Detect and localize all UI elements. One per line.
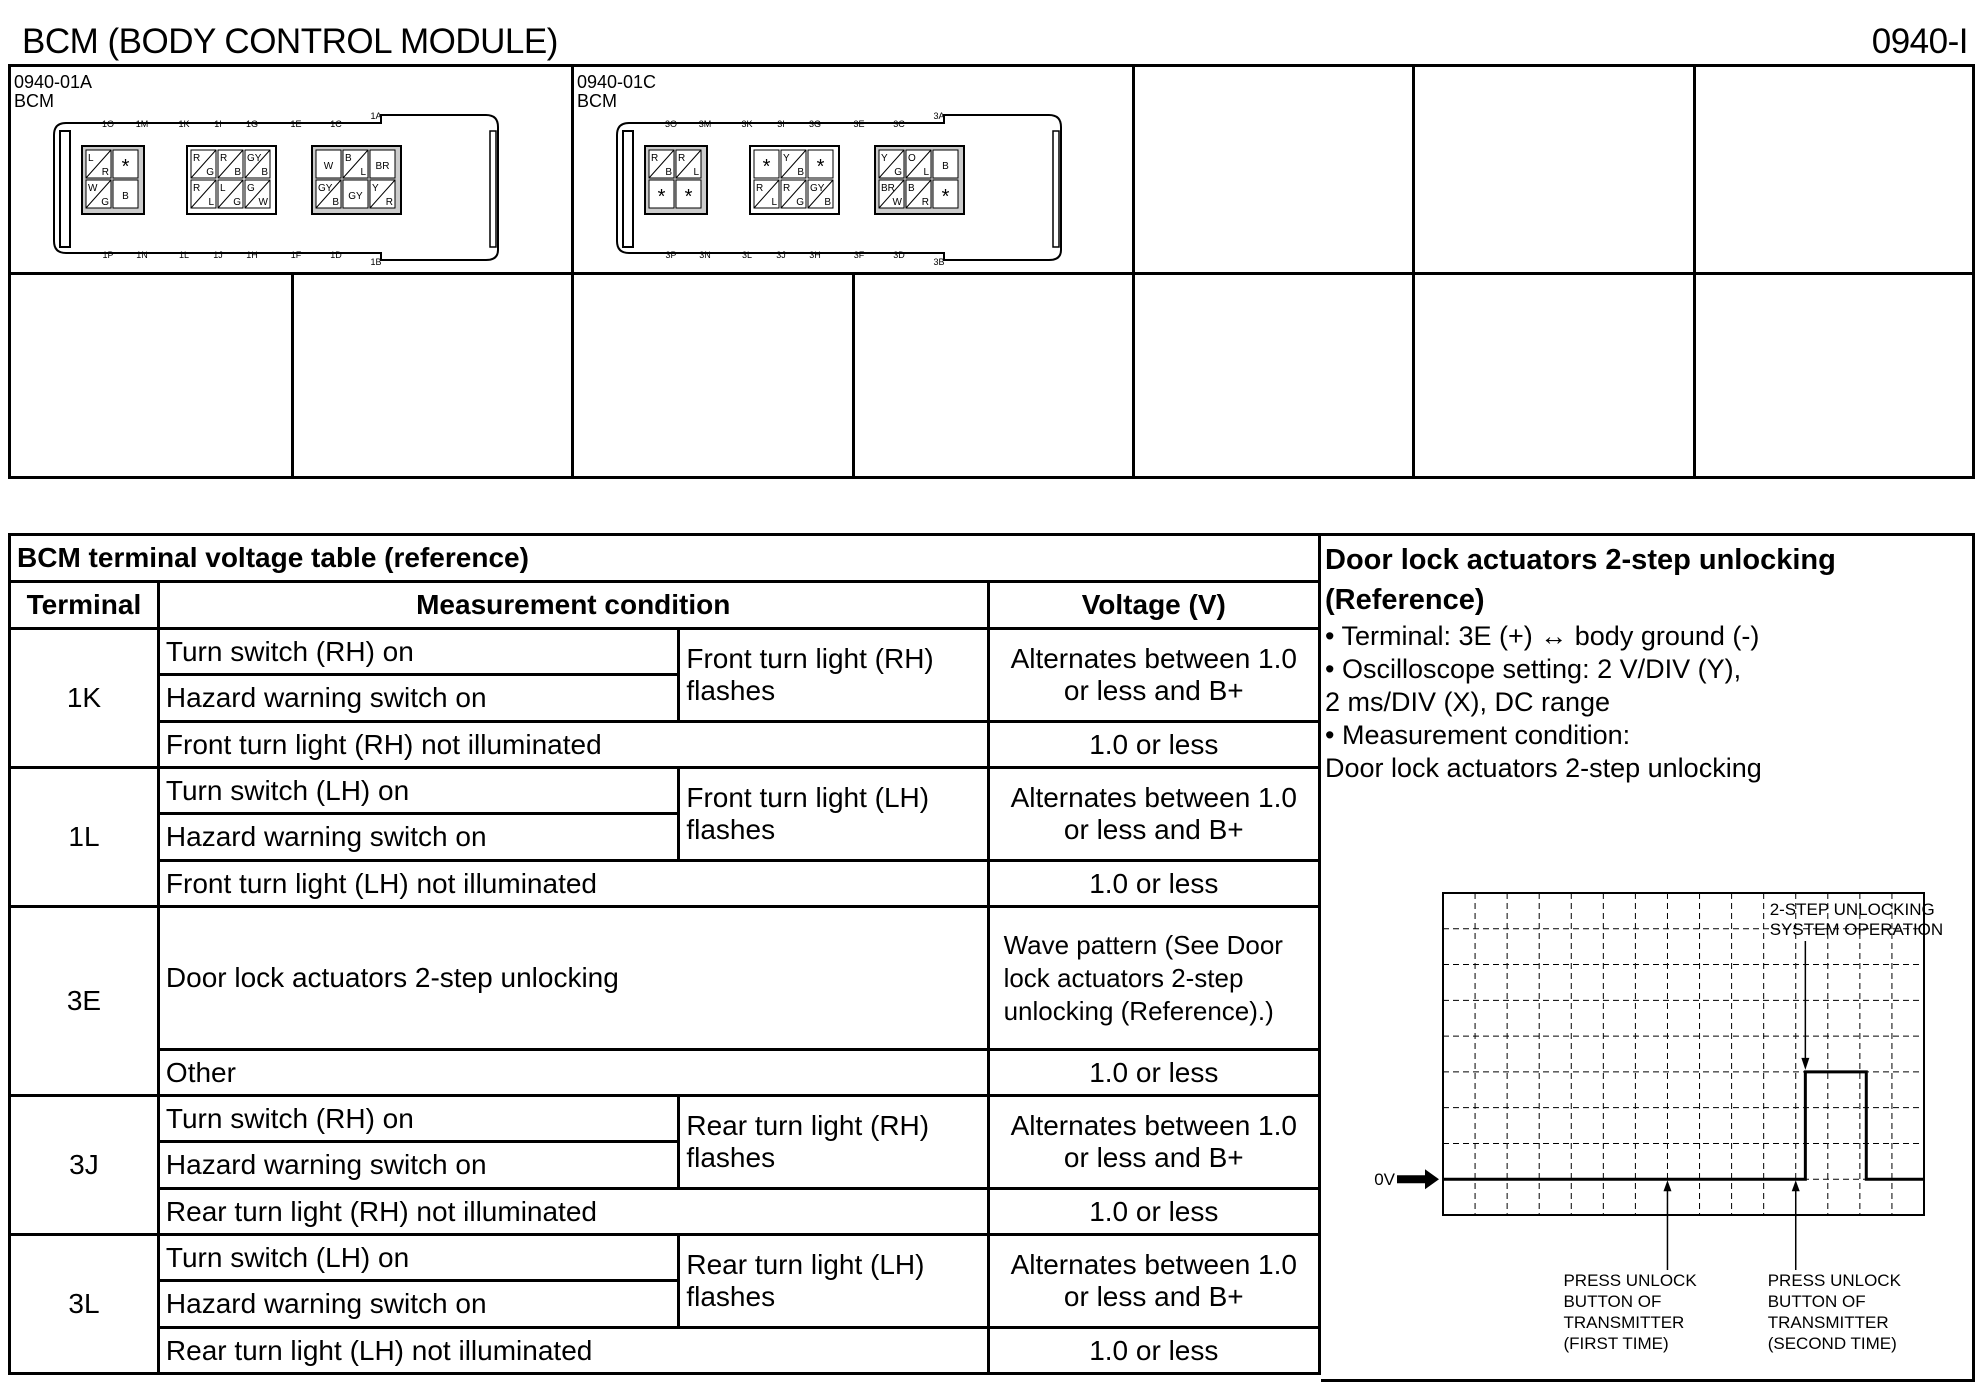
first-press-label: BUTTON OF bbox=[1563, 1292, 1662, 1311]
reference-line: • Terminal: 3E (+) ↔ body ground (-) bbox=[1325, 621, 1760, 651]
grid-divider bbox=[291, 272, 294, 476]
connector-c-pin-label: 3A bbox=[933, 111, 945, 121]
connector-a-pin-label: 1D bbox=[330, 250, 342, 260]
connector-c-pin-label: 3P bbox=[665, 250, 677, 260]
connector-c-diagram bbox=[609, 105, 1089, 265]
connector-c-pin-label: 3E bbox=[853, 119, 865, 129]
connector-c-pin-label: 3L bbox=[741, 250, 753, 260]
connector-c-wire-color: G bbox=[796, 197, 804, 208]
connector-a-pin-label: 1E bbox=[290, 119, 302, 129]
connector-c-wire-color: L bbox=[771, 197, 777, 208]
connector-c-wire-color: R bbox=[678, 153, 686, 164]
condition-cell: Hazard warning switch on bbox=[158, 814, 678, 861]
connector-c-pin-label: 3B bbox=[933, 257, 945, 265]
voltage-cell: 1.0 or less bbox=[988, 1328, 1319, 1374]
condition-cell: Hazard warning switch on bbox=[158, 675, 678, 722]
connector-a-wire-color: L bbox=[208, 197, 214, 208]
voltage-table-title: BCM terminal voltage table (reference) bbox=[10, 535, 1320, 582]
connector-a-wire-color: W bbox=[323, 161, 334, 172]
reference-line: 2 ms/DIV (X), DC range bbox=[1325, 687, 1611, 717]
grid-divider bbox=[11, 272, 1972, 275]
connector-c-pin-label: 3G bbox=[808, 119, 822, 129]
connector-a-wire-color: GY bbox=[348, 191, 363, 202]
terminal-cell: 1L bbox=[10, 768, 159, 907]
page-title: BCM (BODY CONTROL MODULE) bbox=[22, 22, 558, 61]
connector-a-wire-color: GY bbox=[247, 153, 262, 164]
connector-c-wire-color: L bbox=[693, 167, 699, 178]
reference-title: Door lock actuators 2-step unlocking (Reference) bbox=[1325, 544, 1836, 616]
scope-grid bbox=[1443, 893, 1924, 1215]
connector-c-wire-color: B bbox=[942, 161, 949, 172]
connector-c-pin-label: 3N bbox=[699, 250, 711, 260]
connector-a-wire-color: R bbox=[220, 153, 228, 164]
grid-divider bbox=[571, 67, 574, 476]
connector-a-wire-color: L bbox=[360, 167, 366, 178]
connector-grid bbox=[8, 64, 1975, 479]
first-press-label: TRANSMITTER bbox=[1563, 1313, 1685, 1332]
connector-a-pin-label: 1G bbox=[245, 119, 259, 129]
condition-cell: Front turn light (LH) flashes bbox=[679, 768, 988, 861]
first-press-label: (FIRST TIME) bbox=[1563, 1334, 1669, 1353]
connector-c-pin-label: 3I bbox=[777, 119, 785, 129]
connector-c-wire-color: GY bbox=[810, 183, 825, 194]
connector-c-wire-color: B bbox=[908, 183, 915, 194]
connector-a-wire-color: G bbox=[233, 197, 241, 208]
connector-a-diagram bbox=[46, 105, 526, 265]
connector-c-pin-label: 3C bbox=[893, 119, 905, 129]
connector-c-pin-label: 3D bbox=[893, 250, 905, 260]
condition-cell: Turn switch (RH) on bbox=[158, 629, 678, 675]
condition-cell: Hazard warning switch on bbox=[158, 1142, 678, 1189]
operation-arrow-icon bbox=[1801, 1058, 1809, 1070]
condition-cell: Front turn light (LH) not illuminated bbox=[158, 861, 988, 907]
connector-a-wire-color: G bbox=[206, 167, 214, 178]
condition-cell: Door lock actuators 2-step unlocking bbox=[158, 907, 988, 1050]
scope-frame bbox=[1443, 893, 1924, 1215]
second-press-arrow-icon bbox=[1792, 1180, 1800, 1191]
connector-a-pin-label: 1P bbox=[102, 250, 114, 260]
connector-a-wire-color: L bbox=[220, 183, 226, 194]
connector-c-wire-color: B bbox=[797, 167, 804, 178]
grid-divider bbox=[1412, 67, 1415, 476]
connector-c-pin-label: 3F bbox=[853, 250, 865, 260]
grid-divider bbox=[852, 272, 855, 476]
connector-c-wire-color: R bbox=[921, 197, 929, 208]
connector-c-wire-color: * bbox=[816, 156, 825, 178]
oscilloscope-chart bbox=[1321, 536, 1972, 1382]
connector-a-pin-label: 1L bbox=[178, 250, 190, 260]
connector-c-wire-color: BR bbox=[881, 183, 895, 194]
terminal-cell: 3E bbox=[10, 907, 159, 1096]
connector-a-code: 0940-01A bbox=[14, 72, 93, 92]
voltage-cell: 1.0 or less bbox=[988, 1189, 1319, 1235]
connector-a-pin-label: 1B bbox=[370, 257, 382, 265]
connector-c-wire-color: W bbox=[892, 197, 902, 208]
connector-c-wire-color: R bbox=[651, 153, 659, 164]
condition-cell: Turn switch (LH) on bbox=[158, 1235, 678, 1281]
connector-c-pin-label: 3M bbox=[698, 119, 712, 129]
connector-a-pin-label: 1N bbox=[136, 250, 148, 260]
connector-a-wire-color: R bbox=[385, 197, 393, 208]
reference-line: • Oscilloscope setting: 2 V/DIV (Y), bbox=[1325, 654, 1742, 684]
connector-a-wire-color: W bbox=[88, 183, 98, 194]
connector-a-name: BCM bbox=[14, 91, 54, 111]
connector-a-wire-color: B bbox=[122, 191, 129, 202]
connector-c-wire-color: B bbox=[665, 167, 672, 178]
connector-a-pin-label: 1C bbox=[330, 119, 342, 129]
connector-a-wire-color: B bbox=[332, 197, 339, 208]
grid-divider bbox=[1693, 67, 1696, 476]
condition-cell: Hazard warning switch on bbox=[158, 1281, 678, 1328]
zero-volt-arrow-icon bbox=[1397, 1169, 1439, 1189]
connector-c-code: 0940-01C bbox=[577, 72, 657, 92]
connector-c-pin-label: 3H bbox=[809, 250, 821, 260]
reference-panel bbox=[1321, 533, 1975, 1382]
connector-a-wire-color: R bbox=[193, 153, 201, 164]
connector-c-wire-color: * bbox=[657, 186, 666, 208]
connector-a-pin-label: 1M bbox=[135, 119, 149, 129]
operation-label: SYSTEM OPERATION bbox=[1769, 920, 1944, 939]
condition-cell: Rear turn light (RH) flashes bbox=[679, 1096, 988, 1189]
connector-c-wire-color: O bbox=[908, 153, 916, 164]
connector-c-name: BCM bbox=[577, 91, 617, 111]
operation-label: 2-STEP UNLOCKING bbox=[1769, 900, 1935, 919]
condition-cell: Front turn light (RH) not illuminated bbox=[158, 722, 988, 768]
connector-c-wire-color: * bbox=[762, 156, 771, 178]
voltage-cell: Alternates between 1.0 or less and B+ bbox=[988, 1235, 1319, 1328]
connector-a-wire-color: GY bbox=[318, 183, 333, 194]
connector-a-wire-color: L bbox=[88, 153, 94, 164]
connector-a-pin-label: 1A bbox=[370, 111, 382, 121]
terminal-cell: 1K bbox=[10, 629, 159, 768]
connector-a-wire-color: B bbox=[234, 167, 241, 178]
connector-a-pin-label: 1F bbox=[290, 250, 302, 260]
col-condition: Measurement condition bbox=[158, 582, 988, 629]
connector-c-wire-color: * bbox=[941, 186, 950, 208]
voltage-cell: 1.0 or less bbox=[988, 1050, 1319, 1096]
first-press-label: PRESS UNLOCK bbox=[1563, 1271, 1697, 1290]
condition-cell: Front turn light (RH) flashes bbox=[679, 629, 988, 722]
connector-a-pin-label: 1J bbox=[213, 250, 223, 260]
connector-c-pin-label: 3J bbox=[776, 250, 786, 260]
connector-c-wire-color: G bbox=[894, 167, 902, 178]
connector-a-pin-label: 1K bbox=[178, 119, 190, 129]
second-press-label: BUTTON OF bbox=[1767, 1292, 1866, 1311]
first-press-arrow-icon bbox=[1663, 1180, 1671, 1191]
page-code: 0940-I bbox=[1871, 22, 1968, 61]
connector-a-wire-color: W bbox=[258, 197, 268, 208]
connector-a-pin-label: 1H bbox=[246, 250, 258, 260]
condition-cell: Rear turn light (RH) not illuminated bbox=[158, 1189, 988, 1235]
connector-c-wire-color: B bbox=[824, 197, 831, 208]
connector-a-wire-color: R bbox=[101, 167, 109, 178]
connector-a-pin-label: 1O bbox=[101, 119, 115, 129]
voltage-cell: 1.0 or less bbox=[988, 861, 1319, 907]
connector-a-wire-color: * bbox=[121, 156, 130, 178]
connector-c-pin-label: 3K bbox=[741, 119, 753, 129]
connector-c-wire-color: Y bbox=[783, 153, 790, 164]
voltage-cell: 1.0 or less bbox=[988, 722, 1319, 768]
second-press-label: TRANSMITTER bbox=[1767, 1313, 1889, 1332]
voltage-cell: Alternates between 1.0 or less and B+ bbox=[988, 1096, 1319, 1189]
connector-a-wire-color: BR bbox=[375, 161, 390, 172]
condition-cell: Turn switch (RH) on bbox=[158, 1096, 678, 1142]
connector-c-wire-color: * bbox=[684, 186, 693, 208]
connector-a-wire-color: G bbox=[101, 197, 109, 208]
connector-c-wire-color: R bbox=[756, 183, 764, 194]
waveform-line bbox=[1443, 1072, 1924, 1179]
condition-cell: Turn switch (LH) on bbox=[158, 768, 678, 814]
zero-volt-label: 0V bbox=[1374, 1170, 1395, 1190]
voltage-cell: Alternates between 1.0 or less and B+ bbox=[988, 629, 1319, 722]
condition-cell: Rear turn light (LH) not illuminated bbox=[158, 1328, 988, 1374]
terminal-cell: 3L bbox=[10, 1235, 159, 1374]
connector-c-pin-label: 3O bbox=[664, 119, 678, 129]
voltage-cell: Alternates between 1.0 or less and B+ bbox=[988, 768, 1319, 861]
second-press-label: (SECOND TIME) bbox=[1767, 1334, 1897, 1353]
connector-c-wire-color: L bbox=[923, 167, 929, 178]
connector-a-wire-color: B bbox=[261, 167, 268, 178]
reference-line: Door lock actuators 2-step unlocking bbox=[1325, 753, 1762, 783]
connector-c-wire-color: R bbox=[783, 183, 791, 194]
condition-cell: Rear turn light (LH) flashes bbox=[679, 1235, 988, 1328]
terminal-cell: 3J bbox=[10, 1096, 159, 1235]
connector-c-wire-color: Y bbox=[881, 153, 888, 164]
grid-divider bbox=[1132, 67, 1135, 476]
reference-line: • Measurement condition: bbox=[1325, 720, 1631, 750]
condition-cell: Other bbox=[158, 1050, 988, 1096]
connector-a-wire-color: Y bbox=[372, 183, 379, 194]
connector-a-wire-color: R bbox=[193, 183, 201, 194]
col-terminal: Terminal bbox=[10, 582, 159, 629]
connector-a-wire-color: G bbox=[247, 183, 255, 194]
voltage-cell: Wave pattern (See Door lock actuators 2-step unlocking (Reference).) bbox=[988, 907, 1319, 1050]
connector-a-wire-color: B bbox=[345, 153, 352, 164]
col-voltage: Voltage (V) bbox=[988, 582, 1319, 629]
connector-a-pin-label: 1I bbox=[214, 119, 222, 129]
second-press-label: PRESS UNLOCK bbox=[1767, 1271, 1901, 1290]
voltage-table bbox=[8, 533, 1321, 1375]
